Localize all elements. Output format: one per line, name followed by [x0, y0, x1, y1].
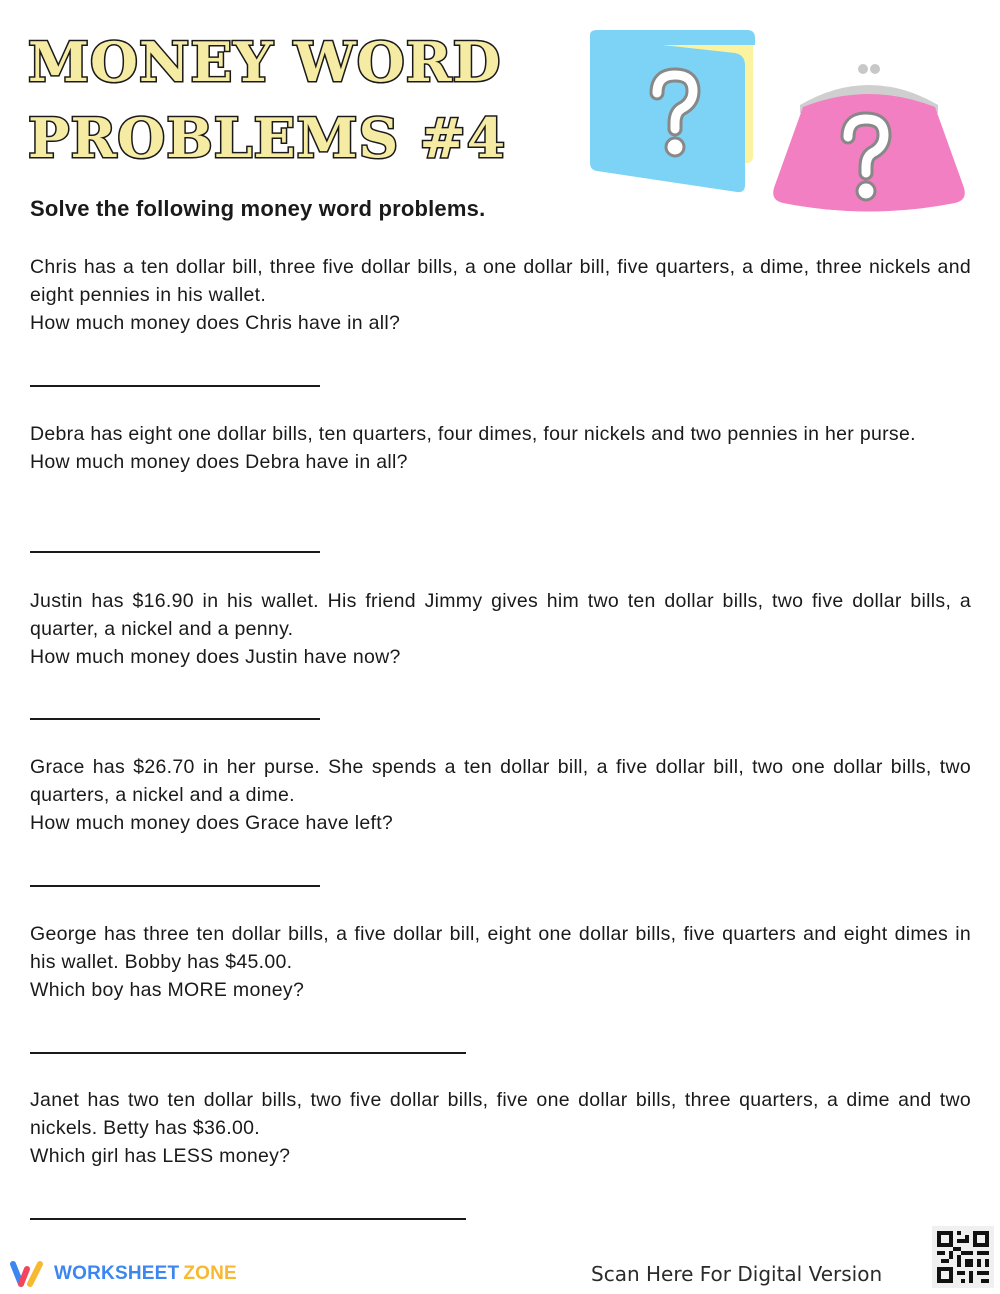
wallet-question-icon: [590, 30, 755, 192]
problem-text: Justin has $16.90 in his wallet. His friend Jimmy gives him two ten dollar bills, two five dollar bills, a quarter, a nickel and a penny.: [30, 590, 971, 640]
problem-question: How much money does Debra have in all?: [30, 451, 408, 473]
problem-text: Grace has $26.70 in her purse. She spends a ten dollar bill, a five dollar bill, two one dollar bills, two quarters, a nickel and a dime.: [30, 756, 971, 806]
answer-line-6[interactable]: [30, 1218, 466, 1220]
problem-text: Janet has two ten dollar bills, two five dollar bills, five one dollar bills, three quarters, a dime and two nickels. Betty has $36.00.: [30, 1089, 971, 1139]
qr-code-icon[interactable]: [932, 1226, 994, 1288]
answer-line-2[interactable]: [30, 551, 320, 553]
problem-4: [30, 753, 971, 837]
title-line-1: MONEY WORD: [28, 30, 502, 94]
answer-line-3[interactable]: [30, 718, 320, 720]
problem-question: Which girl has LESS money?: [30, 1145, 291, 1167]
problem-6: [30, 1086, 971, 1170]
answer-line-1[interactable]: [30, 385, 320, 387]
problem-question: How much money does Justin have now?: [30, 646, 401, 668]
answer-line-4[interactable]: [30, 885, 320, 887]
problem-2: [30, 420, 971, 476]
brand-name-zone: ZONE: [183, 1263, 237, 1284]
brand-name-worksheet: WORKSHEET: [54, 1263, 180, 1284]
problem-question: How much money does Grace have left?: [30, 812, 394, 834]
problem-1: [30, 253, 971, 337]
problem-3: [30, 587, 971, 671]
scan-instruction: Scan Here For Digital Version: [591, 1262, 883, 1286]
problem-text: Chris has a ten dollar bill, three five dollar bills, a one dollar bill, five quarters, a dime, three nickels and eight pennies in his wallet.: [30, 256, 971, 306]
worksheet-title: [28, 24, 506, 176]
worksheetzone-logo[interactable]: [8, 1259, 237, 1289]
worksheetzone-logo-icon: [8, 1260, 48, 1288]
problem-question: How much money does Chris have in all?: [30, 312, 401, 334]
answer-line-5[interactable]: [30, 1052, 466, 1054]
coin-purse-question-icon: [773, 64, 965, 212]
instructions: Solve the following money word problems.: [30, 196, 486, 221]
problem-question: Which boy has MORE money?: [30, 979, 305, 1001]
title-line-2: PROBLEMS #4: [28, 106, 507, 170]
problem-5: [30, 920, 971, 1004]
header-illustration: [585, 25, 985, 225]
problem-text: George has three ten dollar bills, a five dollar bill, eight one dollar bills, five quarters and eight dimes in his wallet. Bobby has $45.00.: [30, 923, 971, 973]
problem-text: Debra has eight one dollar bills, ten quarters, four dimes, four nickels and two pennies in her purse.: [30, 423, 916, 445]
